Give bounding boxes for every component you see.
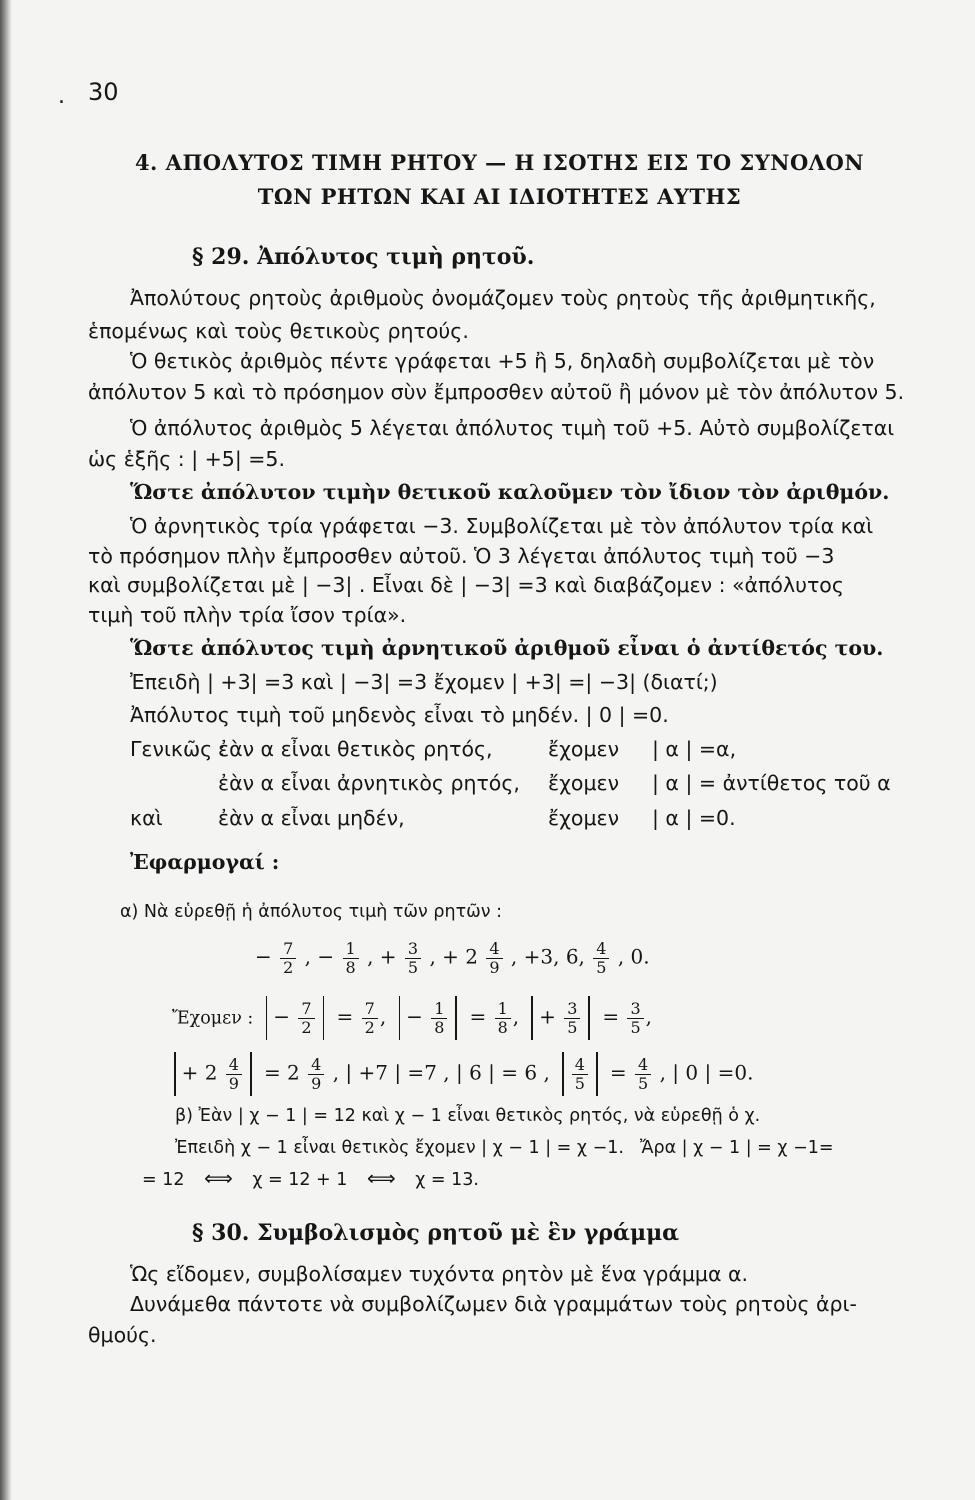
fraction: $\frac{4}{5}$ — [635, 1056, 651, 1092]
fraction: $\frac{3}{5}$ — [564, 1000, 580, 1036]
paragraph-line: Ἐπειδὴ | +3| =3 καὶ | −3| =3 ἔχομεν | +3| =| −3| (διατί;) — [130, 670, 718, 694]
paragraph-line: ἑπομένως καὶ τοὺς θετικοὺς ρητούς. — [88, 319, 469, 343]
list-tail: , +3, 6, — [510, 944, 585, 969]
page-number: 30 — [88, 78, 119, 106]
fraction: $\frac{4}{9}$ — [486, 940, 502, 976]
paragraph-line: καὶ συμβολίζεται μὲ | −3| . Εἶναι δὲ | −3| =3 καὶ διαβάζομεν : «ἀπόλυτος — [88, 573, 844, 597]
applications-heading: Ἐφαρμογαί : — [130, 850, 280, 874]
paragraph-line: Δυνάμεθα πάντοτε νὰ συμβολίζωμεν διὰ γραμμάτων τοὺς ρητοὺς ἀρι- — [130, 1292, 857, 1316]
abs-bar — [562, 1052, 564, 1096]
example-line-1: Ἔχομεν : − $\frac{7}{2}$ = $\frac{7}{2}$ , − $\frac{1}{8}$ = $\frac{1}{8}$ , + $\frac{3}{5}$ = $\frac{3}{5}$ , — [172, 996, 652, 1040]
equivalence-arrow-icon: ⟺ — [204, 1166, 233, 1190]
general-case: ἐὰν α εἶναι θετικὸς ρητός, — [218, 737, 493, 761]
abs-bar — [531, 996, 533, 1040]
exercise-b: β) Ἐὰν | χ − 1 | = 12 καὶ χ − 1 εἶναι θετικὸς ρητός, νὰ εὑρεθῇ ὁ χ. — [175, 1106, 761, 1126]
abs-bar — [323, 996, 325, 1040]
rationals-list — [255, 940, 650, 976]
general-label: Γενικῶς : — [130, 737, 226, 761]
rule-negative: Ὥστε ἀπόλυτος τιμὴ ἀρνητικοῦ ἀριθμοῦ εἶναι ὁ ἀντίθετός του. — [130, 636, 884, 660]
abs-bar — [399, 996, 401, 1040]
general-have: ἔχομεν — [548, 737, 620, 761]
general-case: ἐὰν α εἶναι ἀρνητικὸς ρητός, — [218, 771, 520, 795]
exercise-b-line3: = 12 ⟺ χ = 12 + 1 ⟺ χ = 13. — [142, 1166, 479, 1190]
fraction: $\frac{3}{5}$ — [627, 1000, 643, 1036]
sign: − — [255, 944, 272, 969]
section-29-heading: § 29. Ἀπόλυτος τιμὴ ρητοῦ. — [192, 244, 535, 270]
paragraph-line: Ἀπολύτους ρητοὺς ἀριθμοὺς ὀνομάζομεν τοὺς ρητοὺς τῆς ἀριθμητικῆς, — [130, 286, 876, 310]
abs-bar — [596, 1052, 598, 1096]
exercise-a: α) Νὰ εὑρεθῇ ἡ ἀπόλυτος τιμὴ τῶν ρητῶν : — [120, 902, 503, 922]
paragraph-line: τιμὴ τοῦ πλὴν τρία ἴσον τρία». — [88, 603, 407, 627]
fraction: $\frac{4}{5}$ — [572, 1056, 588, 1092]
margin-dot: . — [58, 84, 65, 109]
list-end: , 0. — [617, 944, 650, 969]
abs-bar — [266, 996, 268, 1040]
chapter-title-line1: 4. ΑΠΟΛΥΤΟΣ ΤΙΜΗ ΡΗΤΟΥ — Η ΙΣΟΤΗΣ ΕΙΣ ΤΟ ΣΥΝΟΛΟΝ — [134, 150, 865, 175]
fraction: $\frac{7}{2}$ — [280, 940, 296, 976]
general-result: | α | =0. — [652, 806, 736, 830]
general-have: ἔχομεν — [548, 771, 620, 795]
sign: , + — [367, 944, 397, 969]
fraction: $\frac{3}{5}$ — [405, 940, 421, 976]
general-case: ἐὰν α εἶναι μηδέν, — [218, 806, 405, 830]
equivalence-arrow-icon: ⟺ — [367, 1166, 396, 1190]
have-label: Ἔχομεν : — [172, 1008, 254, 1029]
fraction: $\frac{1}{8}$ — [431, 1000, 447, 1036]
sign: , + 2 — [429, 944, 479, 969]
page-edge-shadow — [0, 0, 12, 1500]
paragraph-line: ὡς ἑξῆς : | +5| =5. — [88, 447, 285, 471]
exercise-b-solution: Ἐπειδὴ χ − 1 εἶναι θετικὸς ἔχομεν | χ − 1 | = χ −1. — [175, 1138, 624, 1158]
fraction: $\frac{4}{9}$ — [308, 1056, 324, 1092]
abs-bar — [455, 996, 457, 1040]
exercise-b-solution-2: Ἄρα | χ − 1 | = χ −1= — [640, 1138, 834, 1158]
general-result: | α | = ἀντίθετος τοῦ α — [652, 771, 891, 795]
paragraph-line: θμούς. — [88, 1323, 157, 1347]
paragraph-line: Ὁ θετικὸς ἀριθμὸς πέντε γράφεται +5 ἢ 5, δηλαδὴ συμβολίζεται μὲ τὸν — [130, 349, 875, 373]
general-result: | α | =α, — [652, 737, 737, 761]
fraction: $\frac{7}{2}$ — [362, 1000, 378, 1036]
general-and: καὶ — [130, 806, 163, 830]
fraction: $\frac{4}{9}$ — [226, 1056, 242, 1092]
paragraph-line: Ὁ ἀρνητικὸς τρία γράφεται −3. Συμβολίζεται μὲ τὸν ἀπόλυτον τρία καὶ — [130, 514, 874, 538]
abs-bar — [174, 1052, 176, 1096]
fraction: $\frac{4}{5}$ — [593, 940, 609, 976]
rule-positive: Ὥστε ἀπόλυτον τιμὴν θετικοῦ καλοῦμεν τὸν ἴδιον τὸν ἀριθμόν. — [130, 480, 890, 504]
abs-bar — [250, 1052, 252, 1096]
section-30-heading: § 30. Συμβολισμὸς ρητοῦ μὲ ἓν γράμμα — [192, 1220, 680, 1246]
fraction: $\frac{7}{2}$ — [298, 1000, 314, 1036]
paragraph-line: Ἀπόλυτος τιμὴ τοῦ μηδενὸς εἶναι τὸ μηδέν. | 0 | =0. — [130, 703, 669, 727]
paragraph-line: ἀπόλυτον 5 καὶ τὸ πρόσημον σὺν ἔμπροσθεν αὐτοῦ ἢ μόνον μὲ τὸν ἀπόλυτον 5. — [88, 380, 905, 404]
paragraph-line: Ὡς εἴδομεν, συμβολίσαμεν τυχόντα ρητὸν μὲ ἕνα γράμμα α. — [130, 1262, 749, 1286]
chapter-title-line2: ΤΩΝ ΡΗΤΩΝ ΚΑΙ ΑΙ ΙΔΙΟΤΗΤΕΣ ΑΥΤΗΣ — [257, 184, 742, 209]
example-line-2: + 2 $\frac{4}{9}$ = 2 $\frac{4}{9}$ , | +7 | =7 , | 6 | = 6 , $\frac{4}{5}$ = $\frac{4}{5}$ , | 0 | =0. — [168, 1052, 753, 1096]
abs-bar — [588, 996, 590, 1040]
fraction: $\frac{1}{8}$ — [343, 940, 359, 976]
general-have: ἔχομεν — [548, 806, 620, 830]
fraction: $\frac{1}{8}$ — [495, 1000, 511, 1036]
paragraph-line: τὸ πρόσημον πλὴν ἔμπροσθεν αὐτοῦ. Ὁ 3 λέγεται ἀπόλυτος τιμὴ τοῦ −3 — [88, 544, 835, 568]
paragraph-line: Ὁ ἀπόλυτος ἀριθμὸς 5 λέγεται ἀπόλυτος τιμὴ τοῦ +5. Αὐτὸ συμβολίζεται — [130, 416, 895, 440]
sign: , − — [304, 944, 335, 969]
